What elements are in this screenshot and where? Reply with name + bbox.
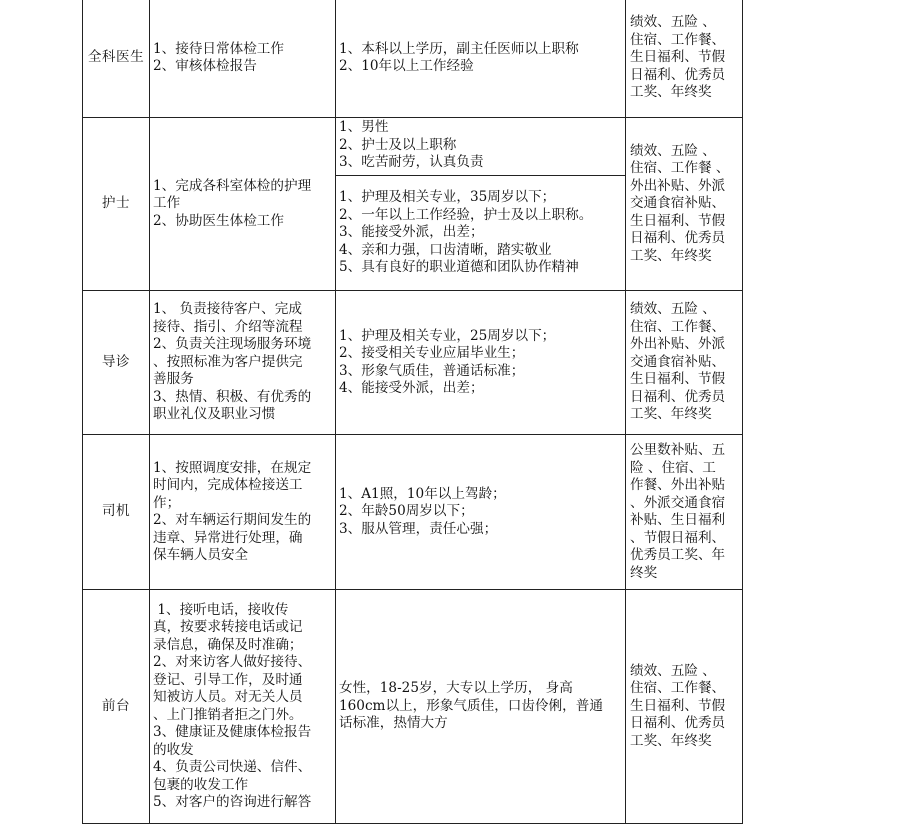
table-row (83, 435, 743, 590)
benefits-text: 公里数补贴、五 险 、住宿、工 作餐、外出补贴 、外派交通食宿 补贴、生日福利 、节假日福利、 优秀员工奖、年 终奖 (630, 442, 726, 581)
position-cell: 前台 (83, 590, 150, 824)
requirements-cell (336, 118, 626, 291)
benefits-cell (626, 590, 743, 824)
benefits-text: 绩效、五险 、 住宿、工作餐、 生日福利、节假 日福利、优秀员 工奖、年终奖 (630, 662, 726, 749)
requirements-text: 女性，18-25岁，大专以上学历， 身高 160cm以上，形象气质佳，口齿伶俐，普通 话标准，热情大方 (339, 680, 603, 732)
duties-text: 1、 负责接待客户、完成 接待、指引、介绍等流程 2、负责关注现场服务环境 、按照标准为客户提供完 善服务 3、热情、积极、有优秀的 职业礼仪及职业习惯 (153, 301, 312, 423)
table-row (83, 118, 743, 291)
benefits-cell (626, 435, 743, 590)
position-cell: 导诊 (83, 291, 150, 435)
benefits-cell (626, 0, 743, 118)
requirements-text: 1、A1照，10年以上驾龄； 2、年龄50周岁以下； 3、服从管理，责任心强； (339, 485, 506, 537)
duties-text: 1、接待日常体检工作 2、审核体检报告 (153, 40, 284, 74)
requirements-cell (336, 291, 626, 435)
table-row (83, 0, 743, 118)
duties-text: 1、接听电话，接收传 真，按要求转接电话或记 录信息，确保及时准确； 2、对来访客人做好接待、 登记、引导工作，及时通 知被访人员。对无关人员 、上门推销者拒之门外。 3、健康证及健康体检报告 的收发 4、负责公司快递、信件、 包裹的收发工作 5、对客户的咨询进行解答 (153, 601, 312, 810)
requirements-cell (336, 590, 626, 824)
duties-cell (150, 291, 336, 435)
position-cell: 全科医生 (83, 0, 150, 118)
duties-cell (150, 118, 336, 291)
duties-cell (150, 435, 336, 590)
duties-text: 1、完成各科室体检的护理 工作 2、协助医生体检工作 (153, 177, 312, 229)
position-cell: 护士 (83, 118, 150, 291)
duties-cell (150, 0, 336, 118)
benefits-cell (626, 291, 743, 435)
requirements-cell (336, 435, 626, 590)
requirements-text: 1、本科以上学历，副主任医师以上职称 2、10年以上工作经验 (339, 40, 579, 74)
duties-text: 1、按照调度安排，在规定 时间内，完成体检接送工 作； 2、对车辆运行期间发生的 违章、异常进行处理，确 保车辆人员安全 (153, 459, 312, 563)
benefits-text: 绩效、五险 、 住宿、工作餐、 生日福利、节假 日福利、优秀员 工奖、年终奖 (630, 14, 726, 101)
duties-cell (150, 590, 336, 824)
benefits-text: 绩效、五险 、 住宿、工作餐、 外出补贴、外派 交通食宿补贴、 生日福利、节假 日福利、优秀员 工奖、年终奖 (630, 301, 726, 423)
requirements-text: 1、护理及相关专业，35周岁以下； 2、一年以上工作经验，护士及以上职称。 3、能接受外派，出差； 4、亲和力强，口齿清晰，踏实敬业 5、具有良好的职业道德和团队协作精神 (339, 189, 593, 276)
benefits-text: 绩效、五险 、 住宿、工作餐 、 外出补贴、外派 交通食宿补贴、 生日福利、节假 日福利、优秀员 工奖、年终奖 (630, 142, 730, 264)
position-cell: 司机 (83, 435, 150, 590)
table-row (83, 291, 743, 435)
requirements-text: 1、男性 2、护士及以上职称 3、吃苦耐劳，认真负责 (339, 119, 484, 170)
requirements-text-wrap (336, 175, 625, 290)
requirements-cell (336, 0, 626, 118)
benefits-cell (626, 118, 743, 291)
requirements-split (336, 118, 625, 290)
requirements-text: 1、护理及相关专业，25周岁以下； 2、接受相关专业应届毕业生； 3、形象气质佳，普通话标准； 4、能接受外派，出差； (339, 327, 556, 396)
table-row (83, 590, 743, 824)
job-table (82, 0, 743, 824)
